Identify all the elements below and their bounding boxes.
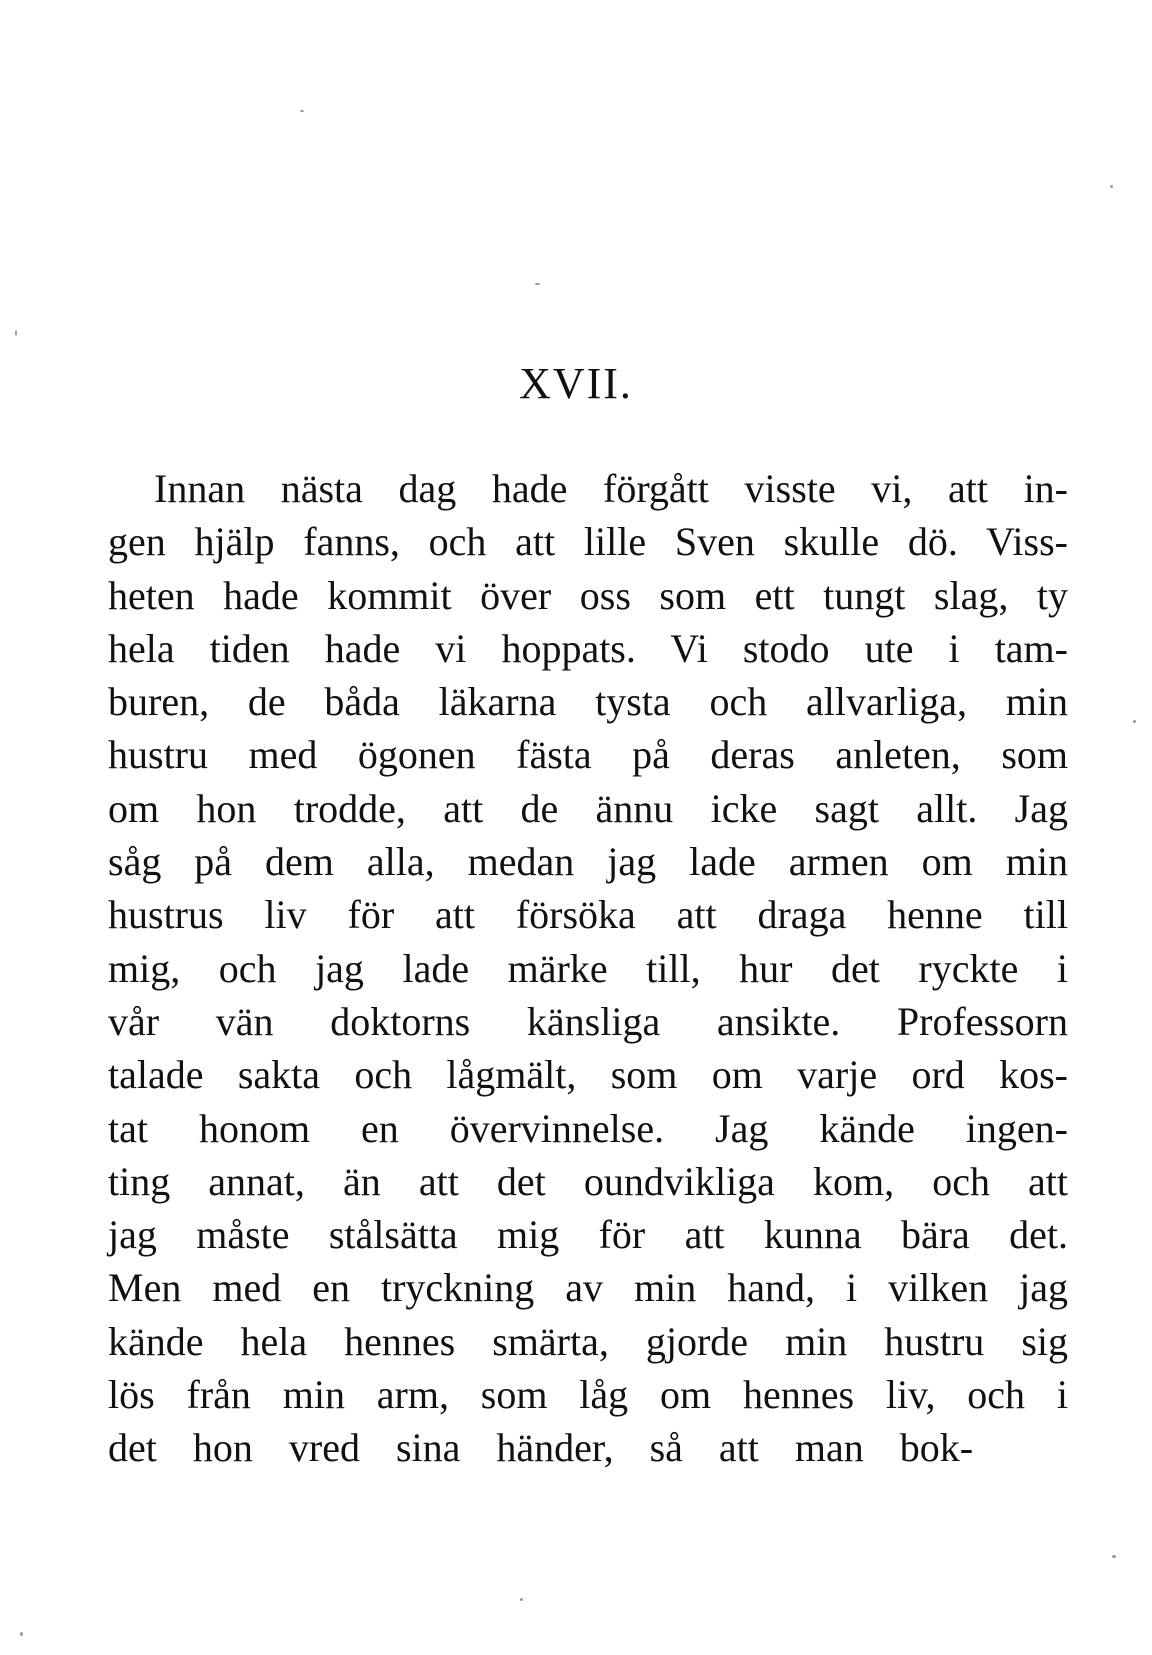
text-line: hela tiden hade vi hoppats. Vi stodo ute i tam-: [108, 625, 1068, 671]
text-line: mig, och jag lade märke till, hur det ryckte i: [108, 945, 1068, 991]
scan-speck: [1133, 720, 1136, 723]
text-line: hustrus liv för att försöka att draga henne till: [108, 892, 1068, 938]
text-line: heten hade kommit över oss som ett tungt slag, ty: [108, 572, 1068, 618]
text-line: det hon vred sina händer, så att man bok-: [108, 1425, 974, 1471]
text-line: ting annat, än att det oundvikliga kom, och att: [108, 1158, 1068, 1204]
text-line: gen hjälp fanns, och att lille Sven skulle dö. Viss-: [108, 519, 1068, 565]
text-line: vår vän doktorns känsliga ansikte. Professorn: [108, 998, 1068, 1044]
scan-speck: [1112, 1555, 1116, 1558]
text-line: om hon trodde, att de ännu icke sagt allt. Jag: [108, 785, 1068, 831]
text-line: lös från min arm, som låg om hennes liv, och i: [108, 1372, 1068, 1418]
text-line: hustru med ögonen fästa på deras anleten, som: [108, 732, 1068, 778]
text-line: talade sakta och lågmält, som om varje ord kos-: [108, 1052, 1068, 1098]
text-line: kände hela hennes smärta, gjorde min hustru sig: [108, 1318, 1068, 1364]
text-line: Men med en tryckning av min hand, i vilken jag: [108, 1265, 1068, 1311]
body-text: [108, 462, 1068, 1475]
text-line: såg på dem alla, medan jag lade armen om min: [108, 839, 1068, 885]
scan-speck: [535, 283, 540, 285]
scan-speck: [300, 110, 304, 112]
scan-speck: [15, 330, 17, 336]
text-line: tat honom en övervinnelse. Jag kände ingen-: [108, 1105, 1068, 1151]
scan-speck: [1110, 185, 1113, 188]
chapter-heading: XVII.: [519, 359, 633, 408]
text-line: buren, de båda läkarna tysta och allvarliga, min: [108, 679, 1068, 725]
text-line: Innan nästa dag hade förgått visste vi, att in-: [154, 466, 1068, 511]
scan-speck: [20, 1632, 23, 1636]
scan-speck: [520, 1598, 523, 1601]
text-line: jag måste stålsätta mig för att kunna bära det.: [108, 1212, 1068, 1258]
